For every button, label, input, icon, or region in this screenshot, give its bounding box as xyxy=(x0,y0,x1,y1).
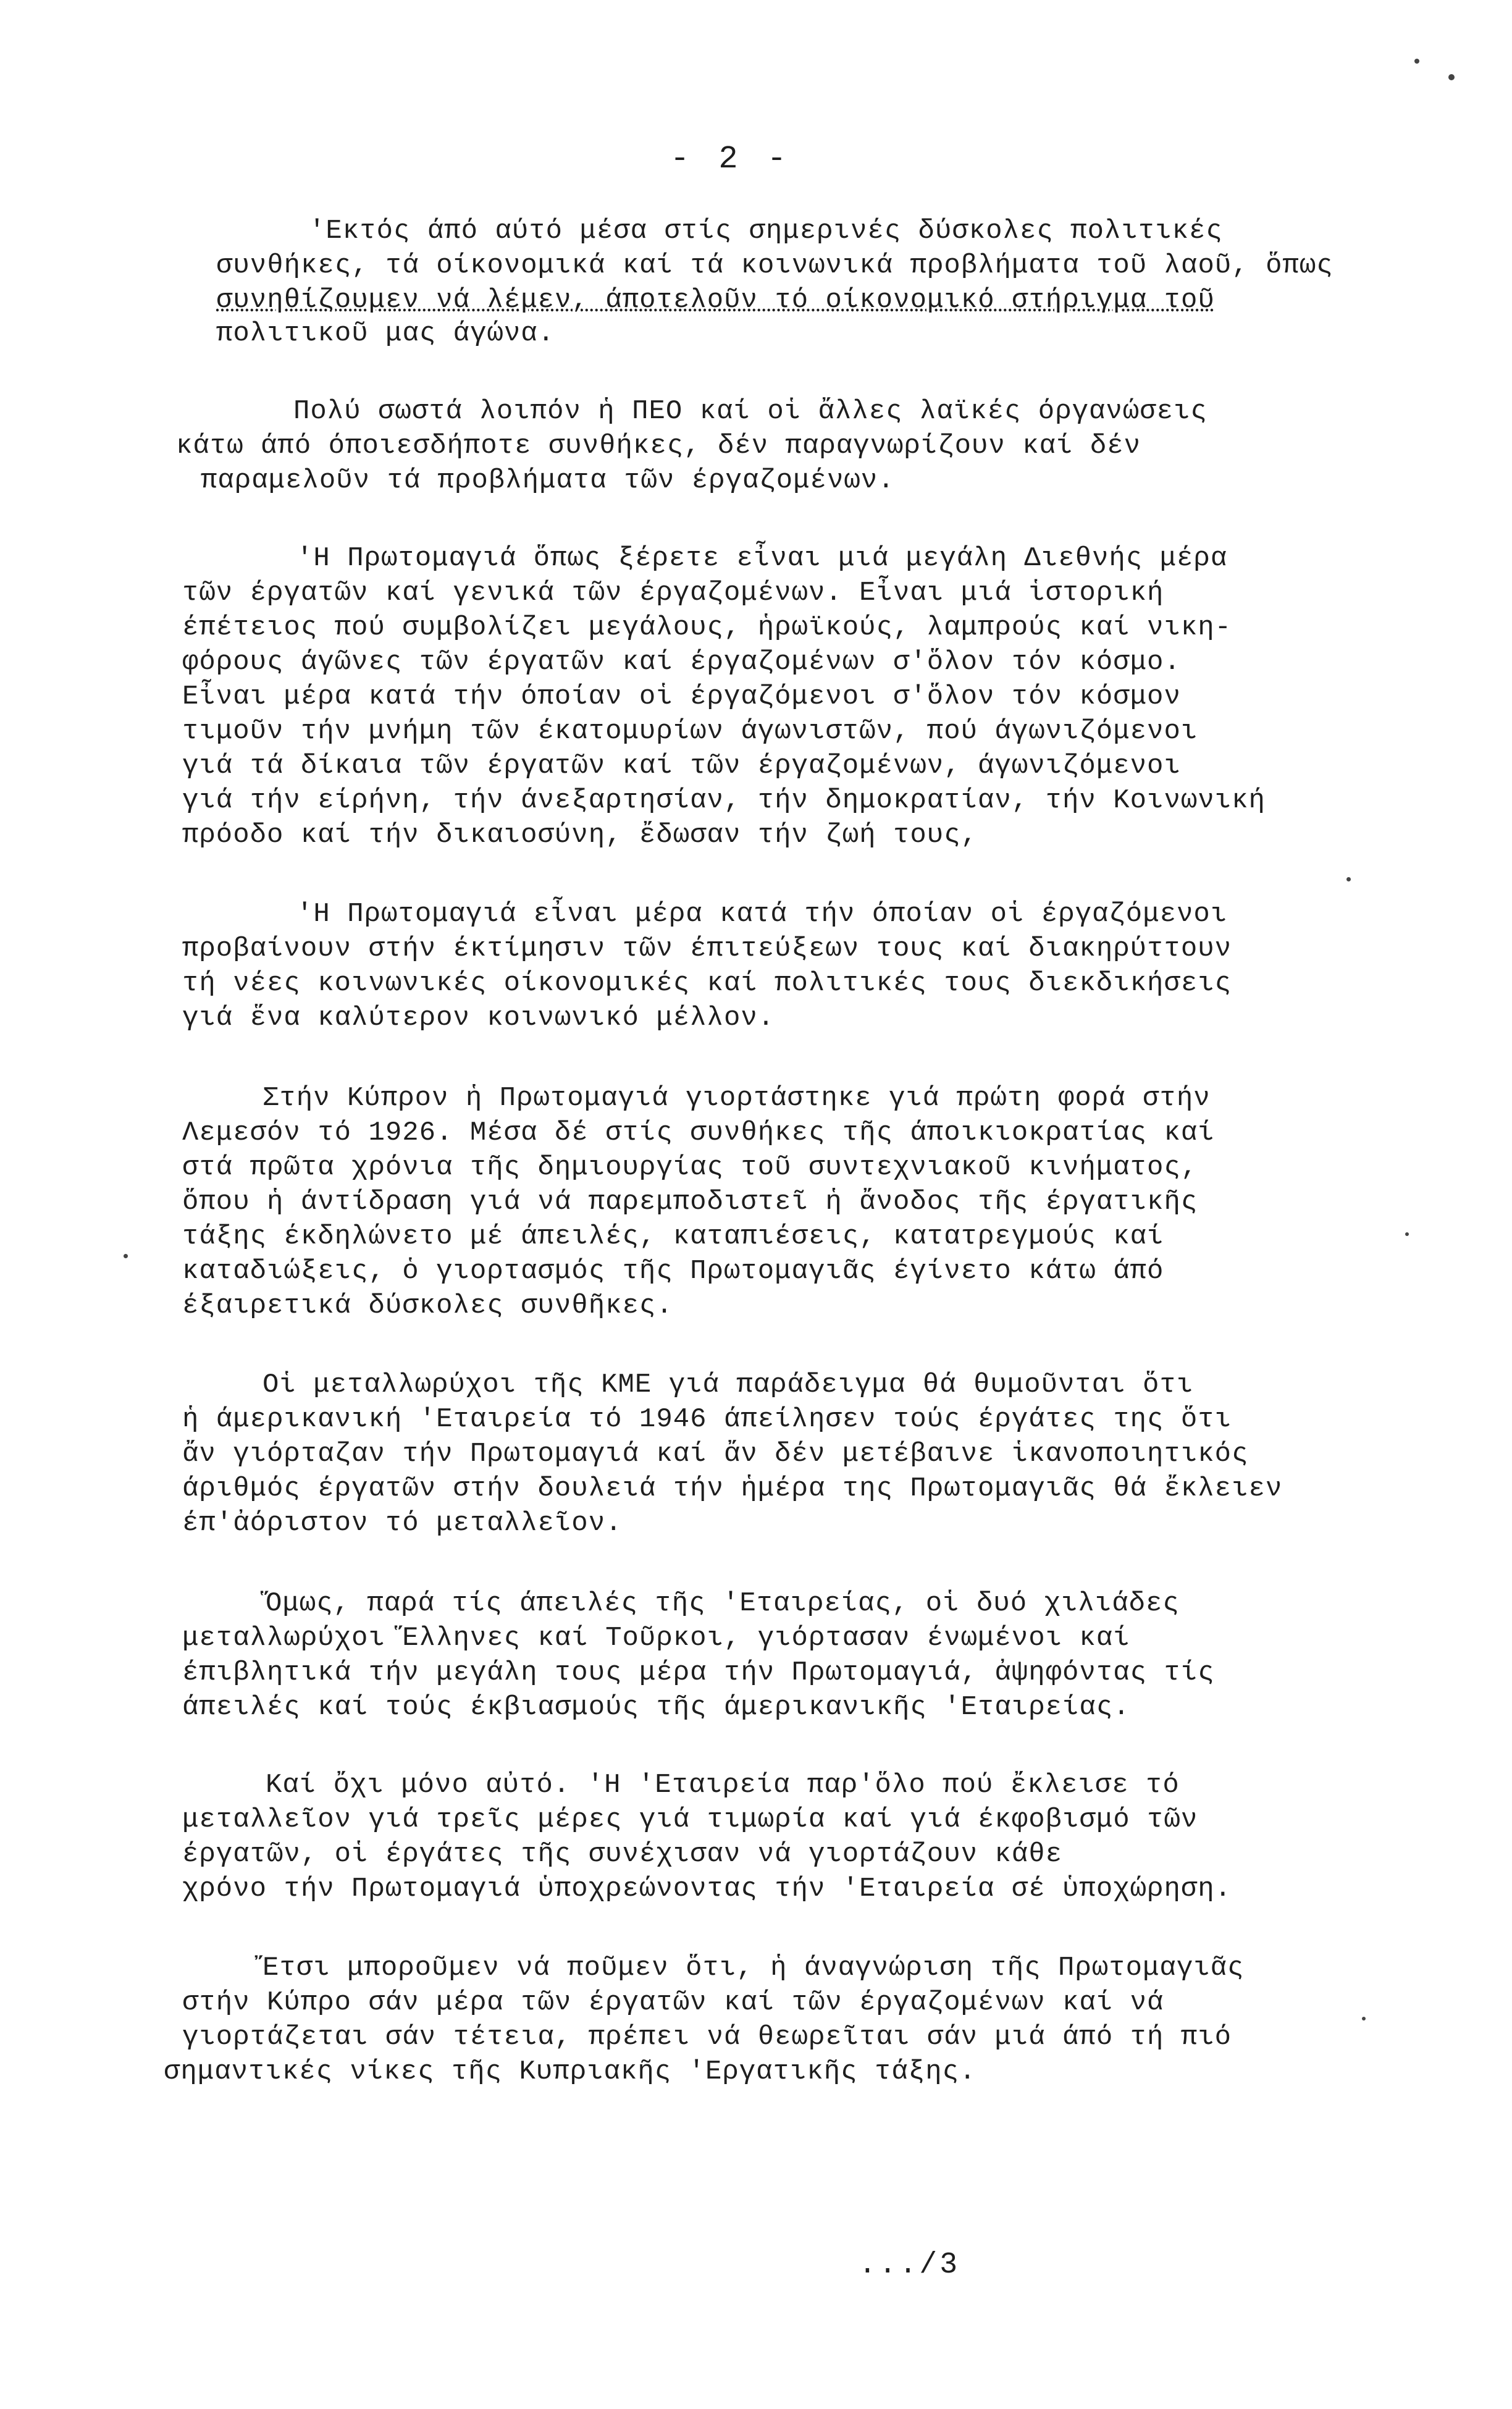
text-line: πρόοδο καί τήν δικαιοσύνη, ἔδωσαν τήν ζωή τους, xyxy=(182,820,978,851)
scan-speck xyxy=(1448,74,1455,80)
text-line: έπιβλητικά τήν μεγάλη τους μέρα τήν Πρωτομαγιά, ἀψηφόντας τίς xyxy=(182,1657,1215,1688)
text-line: Ἔτσι μποροῦμεν νά ποῦμεν ὅτι, ἡ άναγνώριση τῆς Πρωτομαγιᾶς xyxy=(262,1953,1245,1983)
scan-speck xyxy=(1414,59,1419,64)
scan-speck xyxy=(1362,2017,1366,2020)
text-line: τή νέες κοινωνικές οίκονομικές καί πολιτικές τους διεκδικήσεις xyxy=(182,968,1232,999)
text-line: γιά τά δίκαια τῶν έργατῶν καί τῶν έργαζομένων, άγωνιζόμενοι xyxy=(182,750,1181,781)
text-line: ὅπου ἡ άντίδραση γιά νά παρεμποδιστεῖ ἡ ἄνοδος τῆς έργατικῆς xyxy=(182,1187,1198,1217)
text-line: 'Η Πρωτομαγιά ὅπως ξέρετε εἶναι μιά μεγάλη Διεθνής μέρα xyxy=(296,543,1228,574)
text-line: γιορτάζεται σάν τέτεια, πρέπει νά θεωρεῖται σάν μιά άπό τή πιό xyxy=(182,2022,1232,2053)
text-line: φόρους άγῶνες τῶν έργατῶν καί έργαζομένων σ'ὅλον τόν κόσμο. xyxy=(182,647,1181,678)
text-line: 'Εκτός άπό αύτό μέσα στίς σημερινές δύσκολες πολιτικές xyxy=(309,216,1223,246)
text-line: τῶν έργατῶν καί γενικά τῶν έργαζομένων. Εἶναι μιά ἱστορική xyxy=(182,578,1164,608)
text-line: καταδιώξεις, ὁ γιορτασμός τῆς Πρωτομαγιᾶς έγίνετο κάτω άπό xyxy=(182,1256,1164,1287)
text-line: Καί ὄχι μόνο αὐτό. 'Η 'Εταιρεία παρ'ὅλο πού ἔκλεισε τό xyxy=(266,1770,1180,1801)
text-line: μεταλλωρύχοι Ἕλληνες καί Τοῦρκοι, γιόρτασαν ένωμένοι καί xyxy=(182,1623,1130,1654)
text-line: Στήν Κύπρον ἡ Πρωτομαγιά γιορτάστηκε γιά πρώτη φορά στήν xyxy=(262,1083,1211,1114)
text-line: συνθήκες, τά οίκονομικά καί τά κοινωνικά προβλήματα τοῦ λαοῦ, ὅπως xyxy=(216,250,1334,281)
text-line: συνηθίζουμεν νά λέμεν, άποτελοῦν τό οίκονομικό στήριγμα τοῦ xyxy=(216,285,1215,316)
text-line: Πολύ σωστά λοιπόν ἡ ΠΕΟ καί οἱ ἄλλες λαϊκές όργανώσεις xyxy=(293,396,1208,427)
text-line: γιά τήν είρήνη, τήν άνεξαρτησίαν, τήν δημοκρατίαν, τήν Κοινωνική xyxy=(182,785,1266,816)
text-line: Οἱ μεταλλωρύχοι τῆς ΚΜΕ γιά παράδειγμα θά θυμοῦνται ὅτι xyxy=(262,1369,1194,1400)
text-line: χρόνο τήν Πρωτομαγιά ὑποχρεώνοντας τήν 'Εταιρεία σέ ὑποχώρηση. xyxy=(182,1873,1232,1904)
page-number: - 2 - xyxy=(670,141,792,177)
text-line: έπ'ἀόριστον τό μεταλλεῖον. xyxy=(182,1508,623,1539)
text-line: άπειλές καί τούς έκβιασμούς τῆς άμερικανικῆς 'Εταιρείας. xyxy=(182,1692,1130,1723)
text-line: τιμοῦν τήν μνήμη τῶν έκατομυρίων άγωνιστῶν, πού άγωνιζόμενοι xyxy=(182,716,1198,747)
text-line: πολιτικοῦ μας άγώνα. xyxy=(216,318,555,349)
text-line: Εἶναι μέρα κατά τήν όποίαν οἱ έργαζόμενοι σ'ὅλον τόν κόσμον xyxy=(182,681,1181,712)
text-line: 'Η Πρωτομαγιά εἶναι μέρα κατά τήν όποίαν οἱ έργαζόμενοι xyxy=(296,899,1228,930)
text-line: ἄν γιόρταζαν τήν Πρωτομαγιά καί ἄν δέν μετέβαινε ἱκανοποιητικός xyxy=(182,1439,1249,1469)
continuation-marker: .../3 xyxy=(859,2248,960,2282)
text-line: ἡ άμερικανική 'Εταιρεία τό 1946 άπείλησεν τούς έργάτες της ὅτι xyxy=(182,1404,1232,1435)
text-line: σημαντικές νίκες τῆς Κυπριακῆς 'Εργατικῆς τάξης. xyxy=(164,2056,976,2087)
text-line: άριθμός έργατῶν στήν δουλειά τήν ἡμέρα της Πρωτομαγιᾶς θά ἔκλειεν xyxy=(182,1473,1283,1504)
scan-speck xyxy=(1405,1232,1409,1236)
text-line: στήν Κύπρο σάν μέρα τῶν έργατῶν καί τῶν έργαζομένων καί νά xyxy=(182,1987,1164,2018)
text-line: κάτω άπό όποιεσδήποτε συνθήκες, δέν παραγνωρίζουν καί δέν xyxy=(176,431,1141,461)
text-line: Ὅμως, παρά τίς άπειλές τῆς 'Εταιρείας, οἱ δυό χιλιάδες xyxy=(266,1588,1180,1619)
text-line: έξαιρετικά δύσκολες συνθῆκες. xyxy=(182,1290,673,1321)
text-line: προβαίνουν στήν έκτίμησιν τῶν έπιτεύξεων τους καί διακηρύττουν xyxy=(182,933,1232,964)
text-line: γιά ἕνα καλύτερον κοινωνικό μέλλον. xyxy=(182,1003,775,1033)
text-line: Λεμεσόν τό 1926. Μέσα δέ στίς συνθήκες τῆς άποικιοκρατίας καί xyxy=(182,1117,1215,1148)
text-line: έργατῶν, οἱ έργάτες τῆς συνέχισαν νά γιορτάζουν κάθε xyxy=(182,1839,1063,1870)
scan-speck xyxy=(1346,877,1351,881)
text-line: παραμελοῦν τά προβλήματα τῶν έργαζομένων. xyxy=(201,465,895,496)
text-line: έπέτειος πού συμβολίζει μεγάλους, ἡρωϊκούς, λαμπρούς καί νικη- xyxy=(182,612,1232,643)
text-line: μεταλλεῖον γιά τρεῖς μέρες γιά τιμωρία καί γιά έκφοβισμό τῶν xyxy=(182,1804,1198,1835)
text-line: στά πρῶτα χρόνια τῆς δημιουργίας τοῦ συντεχνιακοῦ κινήματος, xyxy=(182,1152,1198,1183)
text-line: τάξης έκδηλώνετο μέ άπειλές, καταπιέσεις, κατατρεγμούς καί xyxy=(182,1221,1164,1252)
scan-speck xyxy=(124,1254,128,1258)
